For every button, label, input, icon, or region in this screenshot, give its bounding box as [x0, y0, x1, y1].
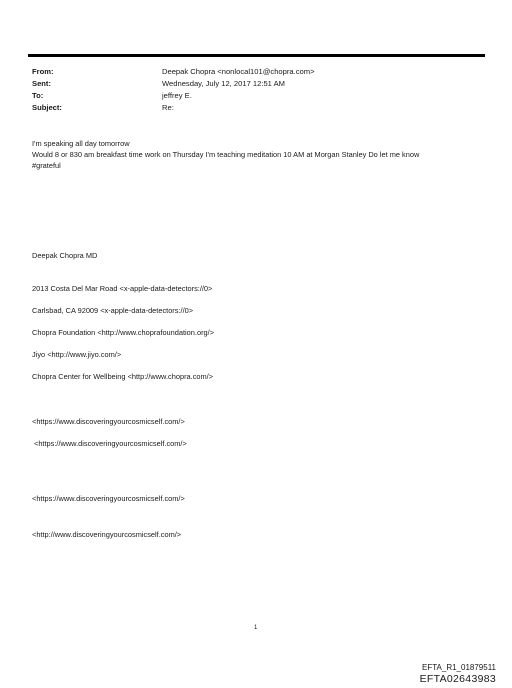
body-line: #grateful [32, 161, 61, 170]
subject-label: Subject: [32, 103, 62, 112]
signature-link-foundation[interactable]: Chopra Foundation <http://www.choprafoundation.org/> [32, 328, 215, 337]
header-to-row [32, 90, 472, 102]
bates-stamp-2: EFTA02643983 [419, 673, 496, 685]
from-value: Deepak Chopra <nonlocal101@chopra.com> [162, 67, 315, 76]
header-sent-row [32, 78, 472, 90]
header-subject-row [32, 102, 472, 114]
header-rule [28, 54, 485, 57]
to-label: To: [32, 91, 44, 100]
signature-url[interactable]: <https://www.discoveringyourcosmicself.com/> [32, 417, 185, 426]
signature-address-1: 2013 Costa Del Mar Road <x-apple-data-detectors://0> [32, 284, 213, 293]
page-number: 1 [254, 625, 258, 631]
signature-link-jiyo[interactable]: Jiyo <http://www.jiyo.com/> [32, 350, 122, 359]
to-value: jeffrey E. [162, 91, 192, 100]
signature-address-2: Carlsbad, CA 92009 <x-apple-data-detectors://0> [32, 306, 194, 315]
body-line: I'm speaking all day tomorrow [32, 139, 130, 148]
body-line: Would 8 or 830 am breakfast time work on Thursday I'm teaching meditation 10 AM at Morgan Stanley Do let me know [32, 150, 420, 159]
signature-link-chopra-center[interactable]: Chopra Center for Wellbeing <http://www.chopra.com/> [32, 372, 214, 381]
signature-url[interactable]: <https://www.discoveringyourcosmicself.com/> [32, 494, 185, 503]
email-header [32, 66, 472, 114]
sent-label: Sent: [32, 79, 51, 88]
signature-url[interactable]: <http://www.discoveringyourcosmicself.com/> [32, 530, 182, 539]
subject-value: Re: [162, 103, 174, 112]
signature-name: Deepak Chopra MD [32, 251, 98, 260]
signature-url[interactable]: <https://www.discoveringyourcosmicself.com/> [34, 439, 187, 448]
bates-stamp-1: EFTA_R1_01879511 [422, 663, 496, 672]
header-from-row [32, 66, 472, 78]
sent-value: Wednesday, July 12, 2017 12:51 AM [162, 79, 285, 88]
from-label: From: [32, 67, 54, 76]
email-body [32, 138, 487, 171]
